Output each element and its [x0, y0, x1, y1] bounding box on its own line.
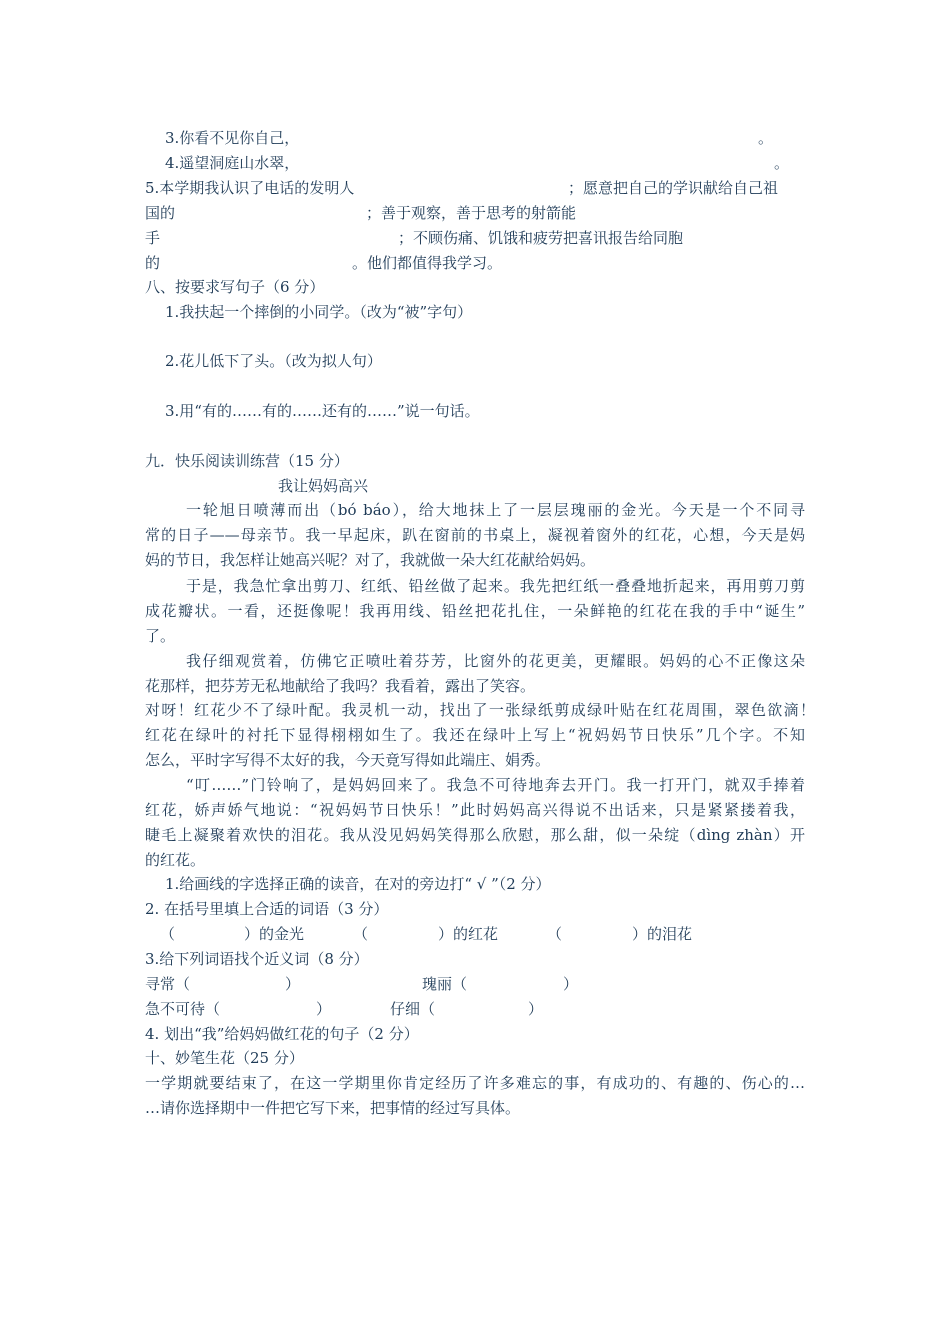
p4-line3: 怎么，平时字写得不太好的我，今天竟写得如此端庄、娟秀。	[145, 751, 551, 769]
q7-5-line2-a: 国的	[145, 204, 176, 222]
p1-line3: 妈的节日，我怎样让她高兴呢？对了，我就做一朵大红花献给妈妈。	[145, 551, 596, 569]
q7-5-line4-b: 。他们都值得我学习。	[352, 254, 503, 272]
q7-5-line3-b: ；不顾伤痛、饥饿和疲劳把喜讯报告给同胞	[398, 229, 684, 247]
q7-4-end: 。	[774, 154, 790, 172]
q9-2-paren-open-3: （	[547, 925, 563, 943]
composition-prompt-line1: 一学期就要结束了，在这一学期里你肯定经历了许多难忘的事，有成功的、有趣的、伤心的…	[145, 1074, 805, 1092]
q8-1: 1.我扶起一个摔倒的小同学。（改为“被”字句）	[165, 303, 473, 321]
q9-2-item-1: ）的金光	[244, 925, 305, 943]
p5-line3: 睫毛上凝聚着欢快的泪花。我从没见妈妈笑得那么欣慰，那么甜，似一朵绽（dìng zhàn）开	[145, 826, 805, 844]
p3-line1: 我仔细观赏着，仿佛它正喷吐着芬芳，比窗外的花更美，更耀眼。妈妈的心不正像这朵	[186, 652, 805, 670]
p5-line2: 红花，娇声娇气地说：“祝妈妈节日快乐！”此时妈妈高兴得说不出话来，只是紧紧搂着我，	[145, 801, 805, 819]
p4-line1: 对呀！红花少不了绿叶配。我灵机一动，找出了一张绿纸剪成绿叶贴在红花周围，翠色欲滴！	[145, 701, 815, 719]
q7-5-line2-b: ；善于观察，善于思考的射箭能	[366, 204, 577, 222]
section-9-heading: 九．快乐阅读训练营（15 分）	[145, 452, 349, 470]
q8-2: 2.花儿低下了头。（改为拟人句）	[165, 352, 382, 370]
p1-line1: 一轮旭日喷薄而出（bó báo），给大地抹上了一层层瑰丽的金光。今天是一个不同寻	[186, 501, 805, 519]
q9-3-word-a-end: ）	[285, 975, 301, 993]
q7-5-line1-b: ；愿意把自己的学识献给自己祖	[568, 179, 779, 197]
q7-5-line3-a: 手	[145, 229, 161, 247]
p5-line1: “叮……”门铃响了，是妈妈回来了。我急不可待地奔去开门。我一打开门，就双手捧着	[186, 776, 805, 794]
p1-line2: 常的日子——母亲节。我一早起床，趴在窗前的书桌上，凝视着窗外的红花，心想，今天是妈	[145, 526, 805, 544]
q7-5-line4-a: 的	[145, 254, 161, 272]
q9-3-word-b: 瑰丽（	[422, 975, 468, 993]
composition-prompt-line2: …请你选择期中一件把它写下来，把事情的经过写具体。	[145, 1099, 521, 1117]
reading-title: 我让妈妈高兴	[278, 477, 369, 495]
q9-3-word-c: 急不可待（	[145, 1000, 221, 1018]
p3-line2: 花那样，把芬芳无私地献给了我吗？我看着，露出了笑容。	[145, 677, 536, 695]
p4-line2: 红花在绿叶的衬托下显得栩栩如生了。我还在绿叶上写上“祝妈妈节日快乐”几个字。不知	[145, 726, 805, 744]
q9-3-word-d: 仔细（	[390, 1000, 436, 1018]
q9-3: 3.给下列词语找个近义词（8 分）	[145, 950, 369, 968]
q9-3-word-b-end: ）	[563, 975, 579, 993]
q9-3-word-a: 寻常（	[145, 975, 191, 993]
q8-3: 3.用“有的……有的……还有的……”说一句话。	[165, 402, 480, 420]
q7-3-text: 3.你看不见你自己，	[165, 129, 300, 147]
p2-line3: 了。	[145, 627, 176, 645]
q9-4: 4. 划出“我”给妈妈做红花的句子（2 分）	[145, 1025, 419, 1043]
section-8-heading: 八、按要求写句子（6 分）	[145, 278, 325, 296]
q9-2: 2. 在括号里填上合适的词语（3 分）	[145, 900, 389, 918]
p2-line2: 成花瓣状。一看，还挺像呢！我再用线、铅丝把花扎住，一朵鲜艳的红花在我的手中“诞生”	[145, 602, 805, 620]
q9-2-paren-open-1: （	[160, 925, 176, 943]
q9-1: 1.给画线的字选择正确的读音，在对的旁边打“ √ ”（2 分）	[165, 875, 551, 893]
q7-4-text: 4.遥望洞庭山水翠，	[165, 154, 300, 172]
section-10-heading: 十、妙笔生花（25 分）	[145, 1049, 304, 1067]
q7-3-end: 。	[758, 129, 774, 147]
q7-5-line1-a: 5.本学期我认识了电话的发明人	[145, 179, 355, 197]
p5-line4: 的红花。	[145, 851, 206, 869]
q9-2-paren-open-2: （	[353, 925, 369, 943]
p2-line1: 于是，我急忙拿出剪刀、红纸、铅丝做了起来。我先把红纸一叠叠地折起来，再用剪刀剪	[186, 577, 805, 595]
q9-3-word-c-end: ）	[316, 1000, 332, 1018]
q9-3-word-d-end: ）	[528, 1000, 544, 1018]
q9-2-item-2: ）的红花	[438, 925, 499, 943]
q9-2-item-3: ）的泪花	[632, 925, 693, 943]
